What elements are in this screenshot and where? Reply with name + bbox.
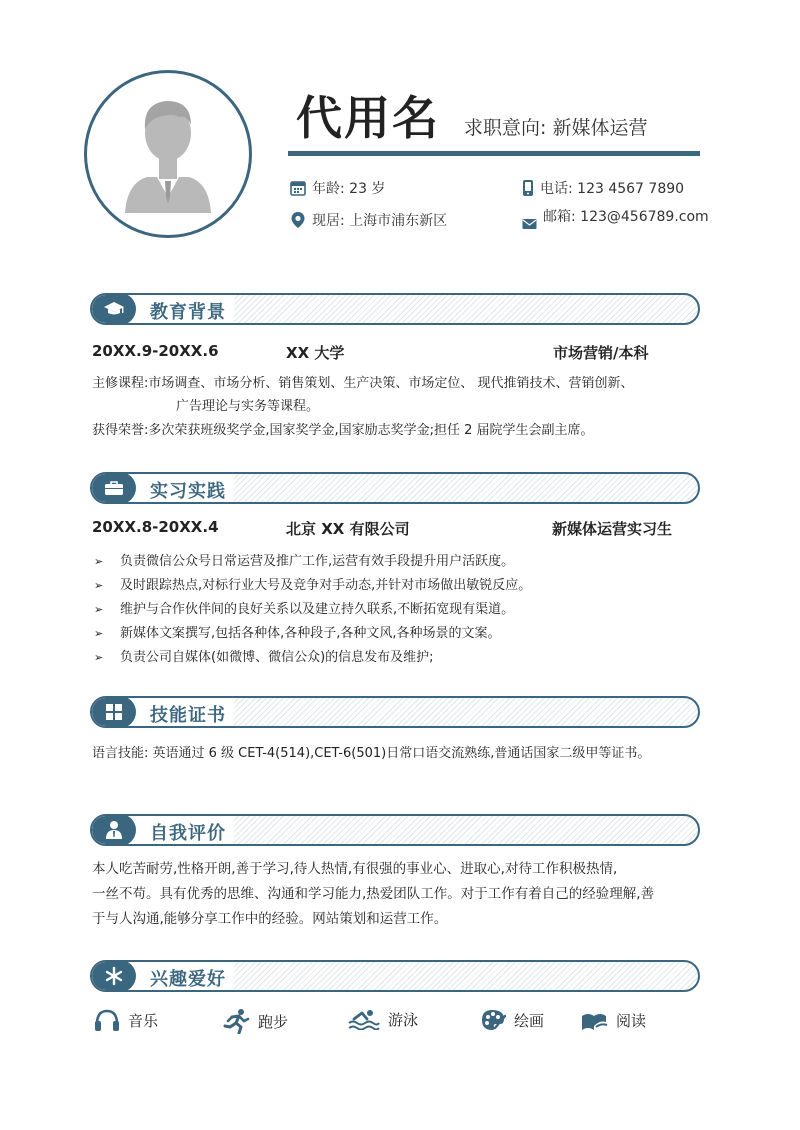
calendar-icon xyxy=(290,180,306,196)
bullet-arrow-icon: ➢ xyxy=(94,579,104,592)
section-title: 技能证书 xyxy=(150,705,226,726)
phone-info xyxy=(522,178,684,198)
candidate-name: 代用名 xyxy=(296,91,440,145)
school-name: XX 大学 xyxy=(286,344,345,362)
section-header-skills xyxy=(90,696,700,728)
section-header-education xyxy=(90,293,700,325)
bullet-arrow-icon: ➢ xyxy=(94,627,104,640)
education-period: 20XX.9-20XX.6 xyxy=(92,342,219,360)
courses-line-2: 广告理论与实务等课程。 xyxy=(176,399,320,414)
envelope-icon xyxy=(522,218,537,230)
hobby-swimming: 游泳 xyxy=(348,1008,418,1030)
residence-info xyxy=(290,210,447,230)
bullet-arrow-icon: ➢ xyxy=(94,555,104,568)
hobby-music: 音乐 xyxy=(94,1008,158,1032)
swimmer-icon xyxy=(348,1008,380,1030)
list-item: ➢ 维护与合作伙伴间的良好关系以及建立持久联系,不断拓宽现有渠道。 xyxy=(94,602,515,617)
self-evaluation-text: 本人吃苦耐劳,性格开朗,善于学习,待人热情,有很强的事业心、进取心,对待工作积极热情, 一丝不苟。具有优秀的思维、沟通和学习能力,热爱团队工作。对于工作有着自己的经验理解,善 于与人沟通,能够分享工作中的经验。网站策划和运营工作。 xyxy=(92,861,655,927)
section-header-self-evaluation xyxy=(90,814,700,846)
section-title: 实习实践 xyxy=(150,481,226,502)
hobby-reading: 阅读 xyxy=(580,1008,646,1032)
honors-text: 获得荣誉:多次荣获班级奖学金,国家奖学金,国家励志奖学金;担任 2 届院学生会副主席。 xyxy=(92,423,594,438)
section-header-internship xyxy=(90,472,700,504)
internship-period: 20XX.8-20XX.4 xyxy=(92,518,219,536)
section-header-hobbies xyxy=(90,960,700,992)
hobby-painting: 绘画 xyxy=(480,1008,544,1032)
courses-line-1: 主修课程:市场调查、市场分析、销售策划、生产决策、市场定位、 现代推销技术、营销创新、 xyxy=(92,376,634,391)
location-pin-icon xyxy=(290,211,306,229)
header-divider xyxy=(288,151,700,156)
graduation-cap-icon xyxy=(103,301,125,317)
language-skills: 语言技能: 英语通过 6 级 CET-4(514),CET-6(501)日常口语交流熟练,普通话国家二级甲等证书。 xyxy=(92,746,651,761)
headphones-icon xyxy=(94,1008,120,1032)
avatar xyxy=(84,70,252,238)
residence-text: 现居: 上海市浦东新区 xyxy=(312,213,448,229)
runner-icon xyxy=(222,1008,250,1034)
person-icon xyxy=(105,820,123,840)
avatar-person-icon xyxy=(87,73,249,235)
mobile-phone-icon xyxy=(522,179,534,197)
list-item: ➢ 新媒体文案撰写,包括各种体,各种段子,各种文风,各种场景的文案。 xyxy=(94,626,501,641)
list-item: ➢ 及时跟踪热点,对标行业大号及竞争对手动态,并针对市场做出敏锐反应。 xyxy=(94,578,532,593)
age-info xyxy=(290,178,385,198)
phone-text: 电话: 123 4567 7890 xyxy=(540,181,685,197)
list-item: ➢ 负责公司自媒体(如微博、微信公众)的信息发布及维护; xyxy=(94,650,434,665)
company-name: 北京 XX 有限公司 xyxy=(286,520,410,538)
windows-grid-icon xyxy=(105,703,123,721)
email-text: 邮箱: 123@456789.com xyxy=(543,209,709,225)
briefcase-icon xyxy=(104,480,124,496)
email-info xyxy=(522,202,709,230)
hobby-running: 跑步 xyxy=(222,1008,288,1034)
age-text: 年龄: 23 岁 xyxy=(312,181,386,197)
role-title: 新媒体运营实习生 xyxy=(552,520,673,538)
open-book-icon xyxy=(580,1008,608,1032)
list-item: ➢ 负责微信公众号日常运营及推广工作,运营有效手段提升用户活跃度。 xyxy=(94,554,515,569)
section-title: 兴趣爱好 xyxy=(150,969,226,990)
section-title: 自我评价 xyxy=(150,823,226,844)
asterisk-icon xyxy=(104,966,124,986)
section-title: 教育背景 xyxy=(150,302,226,323)
major-degree: 市场营销/本科 xyxy=(553,344,649,362)
job-intent: 求职意向: 新媒体运营 xyxy=(464,117,648,139)
bullet-arrow-icon: ➢ xyxy=(94,603,104,616)
bullet-arrow-icon: ➢ xyxy=(94,651,104,664)
palette-icon xyxy=(480,1008,506,1032)
